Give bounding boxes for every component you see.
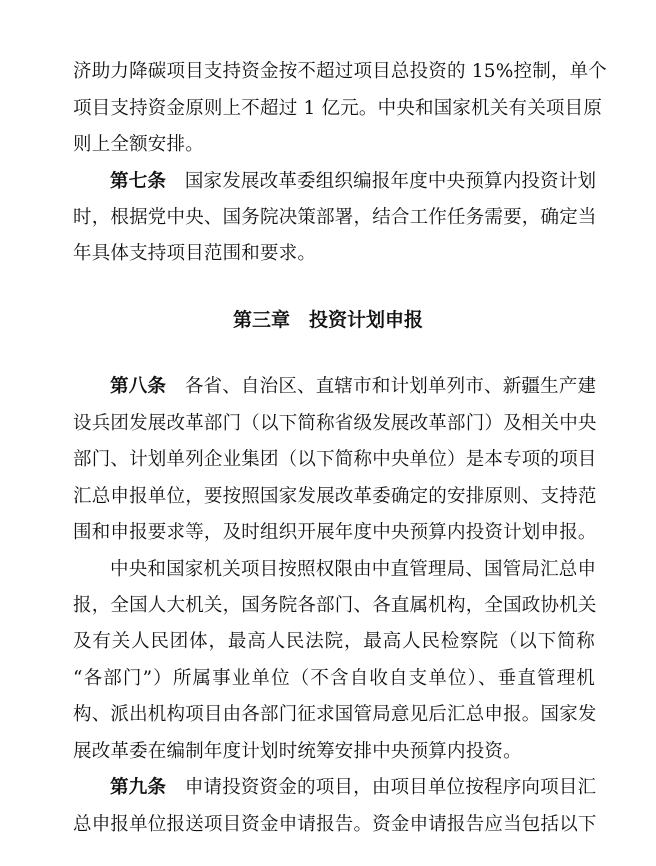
chapter-title: 投资计划申报 [309, 309, 424, 331]
article-8-text: 各省、自治区、直辖市和计划单列市、新疆生产建 [184, 376, 597, 397]
paragraph-line: 构、派出机构项目由各部门征求国管局意见后汇总申报。国家发 [73, 704, 597, 725]
paragraph-line: 部门、计划单列企业集团（以下简称中央单位）是本专项的项目 [73, 449, 597, 470]
article-9-label: 第九条 [110, 777, 167, 798]
article-9-first-line [73, 770, 595, 806]
paragraph-line: 报，全国人大机关，国务院各部门、各直属机构，全国政协机关 [73, 595, 597, 616]
article-7-label: 第七条 [110, 171, 167, 192]
chapter-heading [0, 302, 656, 338]
paragraph-line: 则上全额安排。 [73, 134, 204, 155]
article-9-text: 申请投资资金的项目，由项目单位按程序向项目汇 [184, 777, 597, 798]
paragraph-line: 年具体支持项目范围和要求。 [73, 243, 317, 264]
paragraph-line: “各部门”）所属事业单位（不含自收自支单位）、垂直管理机 [73, 668, 595, 689]
paragraph-line: 围和申报要求等，及时组织开展年度中央预算内投资计划申报。 [73, 522, 597, 543]
paragraph-line: 设兵团发展改革部门（以下简称省级发展改革部门）及相关中央 [73, 413, 597, 434]
paragraph-line: 总申报单位报送项目资金申请报告。资金申请报告应当包括以下 [73, 814, 597, 835]
paragraph-line: 项目支持资金原则上不超过 1 亿元。中央和国家机关有关项目原 [73, 98, 603, 119]
article-8-label: 第八条 [110, 376, 167, 397]
article-7-first-line [73, 164, 595, 200]
article-7-text: 国家发展改革委组织编报年度中央预算内投资计划 [184, 171, 597, 192]
article-8-first-line [73, 369, 595, 405]
paragraph-line: 济助力降碳项目支持资金按不超过项目总投资的 15%控制，单个 [73, 61, 608, 82]
chapter-number: 第三章 [232, 309, 290, 331]
paragraph-line: 中央和国家机关项目按照权限由中直管理局、国管局汇总申 [110, 559, 597, 580]
paragraph-line: 时，根据党中央、国务院决策部署，结合工作任务需要，确定当 [73, 207, 597, 228]
paragraph-line: 汇总申报单位，要按照国家发展改革委确定的安排原则、支持范 [73, 486, 597, 507]
paragraph-line: 展改革委在编制年度计划时统筹安排中央预算内投资。 [73, 741, 522, 762]
paragraph-line: 及有关人民团体，最高人民法院，最高人民检察院（以下简称 [73, 631, 595, 652]
